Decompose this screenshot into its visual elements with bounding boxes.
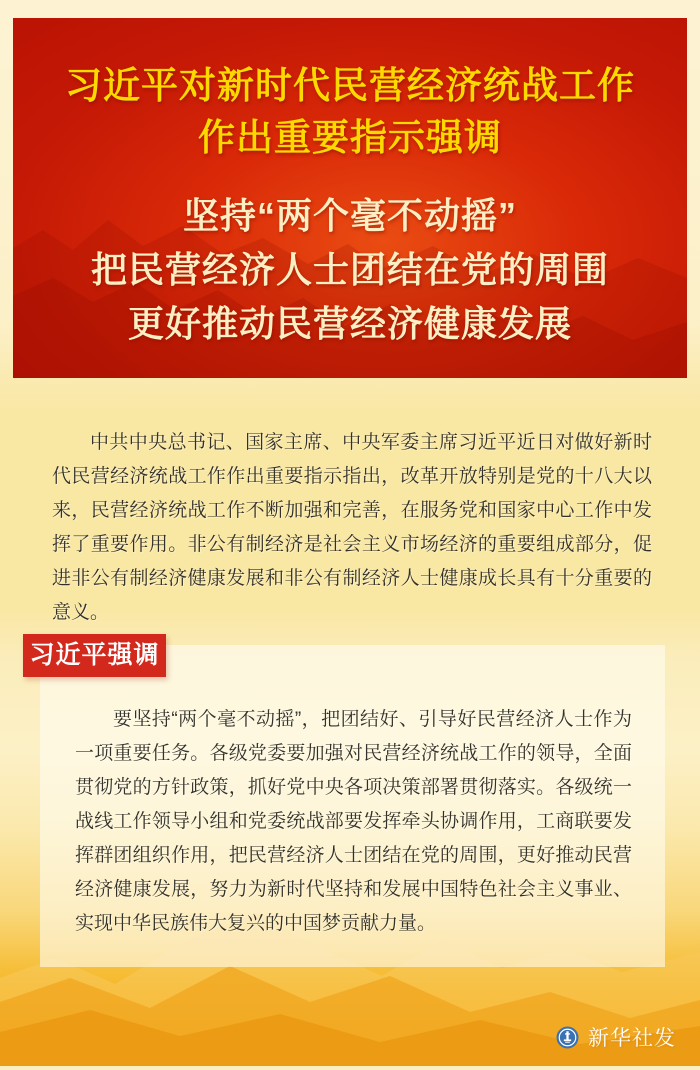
banner-subtitle-line-3: 更好推动民营经济健康发展 [127, 303, 572, 344]
intro-paragraph: 中共中央总书记、国家主席、中央军委主席习近平近日对做好新时代民营经济统战工作作出重要指示指出，改革开放特别是党的十八大以来，民营经济统战工作不断加强和完善，在服务党和国家中心工作中发挥了重要作用。非公有制经济是社会主义市场经济的重要组成部分，促进非公有制经济健康发展和非公有制经济人士健康成长具有十分重要的意义。 [52, 432, 652, 623]
quote-box [40, 645, 665, 967]
quote-label: 习近平强调 [23, 634, 166, 677]
banner-title-line-1: 习近平对新时代民营经济统战工作 [65, 65, 635, 106]
bottom-border-strip [0, 1066, 700, 1070]
xinhua-logo-icon [556, 1026, 579, 1049]
banner-subtitle-line-1: 坚持“两个毫不动摇” [182, 195, 517, 236]
quote-paragraph: 要坚持“两个毫不动摇”，把团结好、引导好民营经济人士作为一项重要任务。各级党委要加强对民营经济统战工作的领导，全面贯彻党的方针政策，抓好党中央各项决策部署贯彻落实。各级统一战线工作领导小组和党委统战部要发挥牵头协调作用，工商联要发挥群团组织作用，把民营经济人士团结在党的周围，更好推动民营经济健康发展，努力为新时代坚持和发展中国特色社会主义事业、实现中华民族伟大复兴的中国梦贡献力量。 [75, 709, 632, 934]
banner-title-line-2: 作出重要指示强调 [198, 117, 502, 158]
headline-banner [13, 18, 687, 378]
credit [556, 1022, 676, 1052]
credit-text: 新华社发 [588, 1027, 676, 1050]
banner-subtitle-group [91, 189, 609, 351]
banner-text [13, 18, 687, 351]
banner-subtitle-line-2: 把民营经济人士团结在党的周围 [90, 249, 609, 290]
